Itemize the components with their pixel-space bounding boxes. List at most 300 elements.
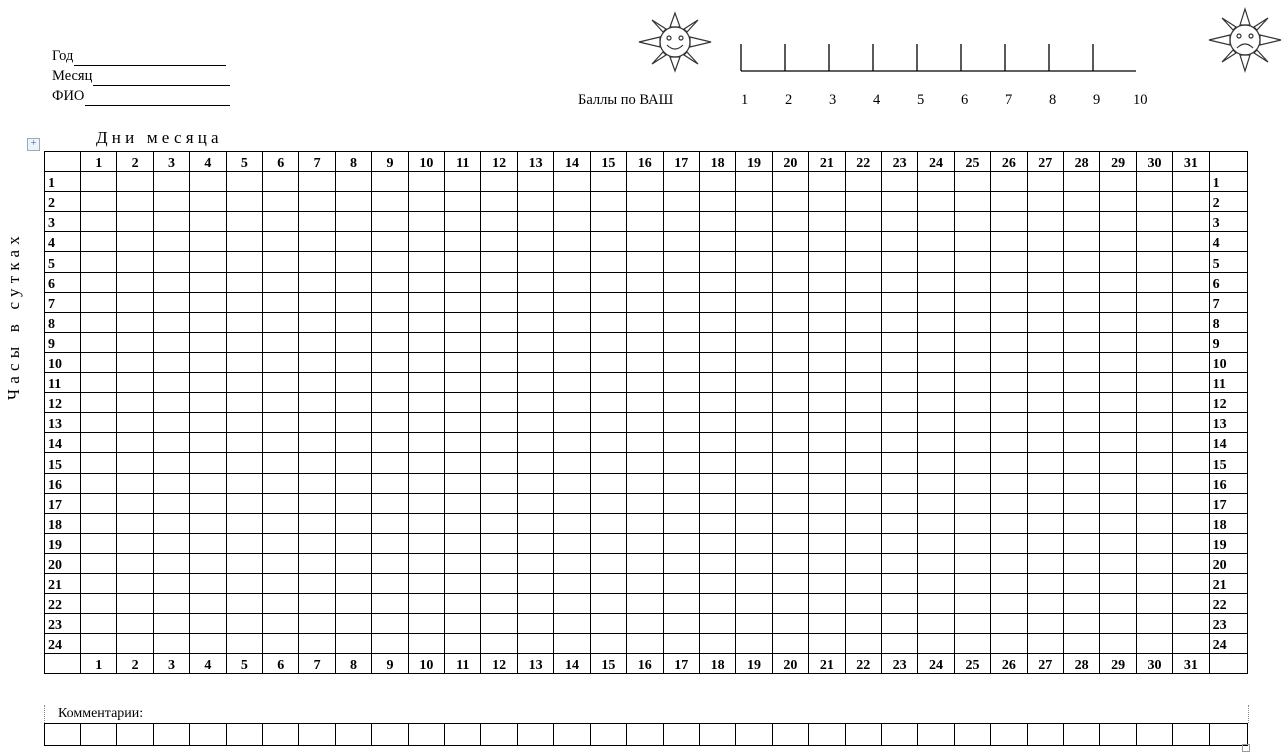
grid-cell[interactable] bbox=[809, 252, 845, 272]
grid-cell[interactable] bbox=[845, 493, 881, 513]
grid-cell[interactable] bbox=[954, 232, 990, 252]
comment-cell[interactable] bbox=[1100, 724, 1136, 746]
grid-cell[interactable] bbox=[809, 212, 845, 232]
grid-cell[interactable] bbox=[481, 212, 517, 232]
grid-cell[interactable] bbox=[627, 634, 663, 654]
grid-cell[interactable] bbox=[772, 352, 808, 372]
grid-cell[interactable] bbox=[699, 312, 735, 332]
grid-cell[interactable] bbox=[1063, 553, 1099, 573]
grid-cell[interactable] bbox=[263, 573, 299, 593]
grid-cell[interactable] bbox=[190, 172, 226, 192]
grid-cell[interactable] bbox=[954, 493, 990, 513]
grid-cell[interactable] bbox=[517, 513, 553, 533]
grid-cell[interactable] bbox=[809, 493, 845, 513]
grid-cell[interactable] bbox=[1100, 433, 1136, 453]
grid-cell[interactable] bbox=[918, 553, 954, 573]
grid-cell[interactable] bbox=[663, 352, 699, 372]
grid-cell[interactable] bbox=[881, 533, 917, 553]
grid-cell[interactable] bbox=[153, 393, 189, 413]
grid-cell[interactable] bbox=[372, 373, 408, 393]
grid-cell[interactable] bbox=[226, 513, 262, 533]
grid-cell[interactable] bbox=[517, 192, 553, 212]
grid-cell[interactable] bbox=[81, 212, 117, 232]
grid-cell[interactable] bbox=[845, 453, 881, 473]
grid-cell[interactable] bbox=[1173, 373, 1209, 393]
grid-cell[interactable] bbox=[590, 373, 626, 393]
grid-cell[interactable] bbox=[263, 413, 299, 433]
grid-cell[interactable] bbox=[554, 413, 590, 433]
grid-cell[interactable] bbox=[845, 413, 881, 433]
grid-cell[interactable] bbox=[117, 252, 153, 272]
grid-cell[interactable] bbox=[153, 312, 189, 332]
grid-cell[interactable] bbox=[117, 373, 153, 393]
comment-cell[interactable] bbox=[918, 724, 954, 746]
grid-cell[interactable] bbox=[627, 272, 663, 292]
grid-cell[interactable] bbox=[772, 413, 808, 433]
grid-cell[interactable] bbox=[263, 594, 299, 614]
grid-cell[interactable] bbox=[517, 573, 553, 593]
grid-cell[interactable] bbox=[991, 232, 1027, 252]
grid-cell[interactable] bbox=[335, 413, 371, 433]
grid-cell[interactable] bbox=[372, 513, 408, 533]
grid-cell[interactable] bbox=[81, 413, 117, 433]
grid-cell[interactable] bbox=[299, 573, 335, 593]
comment-cell[interactable] bbox=[1136, 724, 1172, 746]
grid-cell[interactable] bbox=[481, 192, 517, 212]
grid-cell[interactable] bbox=[1063, 413, 1099, 433]
grid-cell[interactable] bbox=[1173, 433, 1209, 453]
grid-cell[interactable] bbox=[809, 553, 845, 573]
grid-cell[interactable] bbox=[809, 232, 845, 252]
grid-cell[interactable] bbox=[517, 252, 553, 272]
comment-cell[interactable] bbox=[809, 724, 845, 746]
grid-cell[interactable] bbox=[881, 272, 917, 292]
grid-cell[interactable] bbox=[335, 614, 371, 634]
grid-cell[interactable] bbox=[954, 192, 990, 212]
grid-cell[interactable] bbox=[1100, 594, 1136, 614]
grid-cell[interactable] bbox=[445, 212, 481, 232]
grid-cell[interactable] bbox=[627, 332, 663, 352]
grid-cell[interactable] bbox=[372, 172, 408, 192]
grid-cell[interactable] bbox=[699, 553, 735, 573]
comment-cell[interactable] bbox=[1027, 724, 1063, 746]
grid-cell[interactable] bbox=[663, 493, 699, 513]
grid-cell[interactable] bbox=[335, 473, 371, 493]
grid-cell[interactable] bbox=[226, 272, 262, 292]
grid-cell[interactable] bbox=[517, 453, 553, 473]
grid-cell[interactable] bbox=[809, 513, 845, 533]
grid-cell[interactable] bbox=[81, 634, 117, 654]
grid-cell[interactable] bbox=[1063, 433, 1099, 453]
grid-cell[interactable] bbox=[554, 594, 590, 614]
grid-cell[interactable] bbox=[81, 192, 117, 212]
grid-cell[interactable] bbox=[590, 493, 626, 513]
grid-cell[interactable] bbox=[845, 614, 881, 634]
grid-cell[interactable] bbox=[1100, 453, 1136, 473]
grid-cell[interactable] bbox=[481, 252, 517, 272]
grid-cell[interactable] bbox=[627, 373, 663, 393]
grid-cell[interactable] bbox=[554, 533, 590, 553]
grid-cell[interactable] bbox=[918, 433, 954, 453]
grid-cell[interactable] bbox=[190, 573, 226, 593]
grid-cell[interactable] bbox=[1136, 272, 1172, 292]
grid-cell[interactable] bbox=[809, 453, 845, 473]
grid-cell[interactable] bbox=[627, 292, 663, 312]
grid-cell[interactable] bbox=[1100, 473, 1136, 493]
grid-cell[interactable] bbox=[590, 352, 626, 372]
grid-cell[interactable] bbox=[881, 292, 917, 312]
grid-cell[interactable] bbox=[881, 373, 917, 393]
grid-cell[interactable] bbox=[1027, 553, 1063, 573]
grid-cell[interactable] bbox=[153, 252, 189, 272]
grid-cell[interactable] bbox=[627, 513, 663, 533]
grid-cell[interactable] bbox=[772, 533, 808, 553]
grid-cell[interactable] bbox=[481, 473, 517, 493]
grid-cell[interactable] bbox=[627, 393, 663, 413]
grid-cell[interactable] bbox=[190, 433, 226, 453]
grid-cell[interactable] bbox=[918, 272, 954, 292]
grid-cell[interactable] bbox=[481, 373, 517, 393]
grid-cell[interactable] bbox=[445, 533, 481, 553]
grid-cell[interactable] bbox=[153, 433, 189, 453]
grid-cell[interactable] bbox=[845, 634, 881, 654]
grid-cell[interactable] bbox=[1100, 393, 1136, 413]
grid-cell[interactable] bbox=[445, 453, 481, 473]
grid-cell[interactable] bbox=[81, 312, 117, 332]
grid-cell[interactable] bbox=[1100, 373, 1136, 393]
grid-cell[interactable] bbox=[954, 212, 990, 232]
grid-cell[interactable] bbox=[627, 473, 663, 493]
grid-cell[interactable] bbox=[627, 352, 663, 372]
grid-cell[interactable] bbox=[954, 393, 990, 413]
grid-cell[interactable] bbox=[445, 312, 481, 332]
grid-cell[interactable] bbox=[918, 252, 954, 272]
grid-cell[interactable] bbox=[954, 413, 990, 433]
grid-cell[interactable] bbox=[736, 453, 772, 473]
grid-cell[interactable] bbox=[809, 573, 845, 593]
grid-cell[interactable] bbox=[991, 533, 1027, 553]
grid-cell[interactable] bbox=[736, 634, 772, 654]
grid-cell[interactable] bbox=[663, 433, 699, 453]
grid-cell[interactable] bbox=[627, 232, 663, 252]
grid-cell[interactable] bbox=[918, 614, 954, 634]
grid-cell[interactable] bbox=[226, 232, 262, 252]
grid-cell[interactable] bbox=[699, 513, 735, 533]
grid-cell[interactable] bbox=[663, 553, 699, 573]
grid-cell[interactable] bbox=[881, 172, 917, 192]
grid-cell[interactable] bbox=[736, 212, 772, 232]
grid-cell[interactable] bbox=[445, 553, 481, 573]
grid-cell[interactable] bbox=[1173, 352, 1209, 372]
grid-cell[interactable] bbox=[736, 252, 772, 272]
grid-cell[interactable] bbox=[117, 393, 153, 413]
grid-cell[interactable] bbox=[1136, 614, 1172, 634]
grid-cell[interactable] bbox=[81, 594, 117, 614]
grid-cell[interactable] bbox=[772, 594, 808, 614]
grid-cell[interactable] bbox=[226, 212, 262, 232]
grid-cell[interactable] bbox=[554, 453, 590, 473]
grid-cell[interactable] bbox=[554, 553, 590, 573]
grid-cell[interactable] bbox=[809, 533, 845, 553]
grid-cell[interactable] bbox=[81, 614, 117, 634]
grid-cell[interactable] bbox=[226, 553, 262, 573]
grid-cell[interactable] bbox=[590, 252, 626, 272]
grid-cell[interactable] bbox=[81, 433, 117, 453]
grid-cell[interactable] bbox=[190, 252, 226, 272]
grid-cell[interactable] bbox=[335, 172, 371, 192]
grid-cell[interactable] bbox=[517, 634, 553, 654]
grid-cell[interactable] bbox=[190, 192, 226, 212]
grid-cell[interactable] bbox=[1027, 433, 1063, 453]
grid-cell[interactable] bbox=[954, 272, 990, 292]
grid-cell[interactable] bbox=[445, 413, 481, 433]
table-move-handle-icon[interactable]: + bbox=[27, 138, 40, 151]
grid-cell[interactable] bbox=[1027, 393, 1063, 413]
grid-cell[interactable] bbox=[1063, 332, 1099, 352]
grid-cell[interactable] bbox=[299, 614, 335, 634]
grid-cell[interactable] bbox=[117, 172, 153, 192]
grid-cell[interactable] bbox=[335, 252, 371, 272]
grid-cell[interactable] bbox=[1100, 493, 1136, 513]
grid-cell[interactable] bbox=[554, 172, 590, 192]
grid-cell[interactable] bbox=[627, 533, 663, 553]
grid-cell[interactable] bbox=[554, 252, 590, 272]
comment-cell[interactable] bbox=[226, 724, 262, 746]
grid-cell[interactable] bbox=[335, 594, 371, 614]
grid-cell[interactable] bbox=[590, 232, 626, 252]
grid-cell[interactable] bbox=[299, 332, 335, 352]
grid-cell[interactable] bbox=[263, 513, 299, 533]
grid-cell[interactable] bbox=[627, 433, 663, 453]
grid-cell[interactable] bbox=[699, 433, 735, 453]
grid-cell[interactable] bbox=[81, 393, 117, 413]
grid-cell[interactable] bbox=[517, 212, 553, 232]
grid-cell[interactable] bbox=[263, 192, 299, 212]
grid-cell[interactable] bbox=[627, 553, 663, 573]
grid-cell[interactable] bbox=[445, 332, 481, 352]
grid-cell[interactable] bbox=[918, 393, 954, 413]
grid-cell[interactable] bbox=[1136, 553, 1172, 573]
grid-cell[interactable] bbox=[1063, 312, 1099, 332]
grid-cell[interactable] bbox=[809, 272, 845, 292]
comment-cell[interactable] bbox=[991, 724, 1027, 746]
grid-cell[interactable] bbox=[226, 573, 262, 593]
grid-cell[interactable] bbox=[881, 553, 917, 573]
grid-cell[interactable] bbox=[226, 634, 262, 654]
grid-cell[interactable] bbox=[881, 252, 917, 272]
grid-cell[interactable] bbox=[81, 232, 117, 252]
grid-cell[interactable] bbox=[81, 292, 117, 312]
grid-cell[interactable] bbox=[736, 513, 772, 533]
grid-cell[interactable] bbox=[1100, 312, 1136, 332]
grid-cell[interactable] bbox=[991, 413, 1027, 433]
grid-cell[interactable] bbox=[117, 232, 153, 252]
grid-cell[interactable] bbox=[627, 594, 663, 614]
grid-cell[interactable] bbox=[117, 473, 153, 493]
grid-cell[interactable] bbox=[590, 433, 626, 453]
comment-cell[interactable] bbox=[554, 724, 590, 746]
comment-cell[interactable] bbox=[335, 724, 371, 746]
grid-cell[interactable] bbox=[736, 172, 772, 192]
grid-cell[interactable] bbox=[1100, 533, 1136, 553]
grid-cell[interactable] bbox=[809, 634, 845, 654]
grid-cell[interactable] bbox=[1027, 614, 1063, 634]
grid-cell[interactable] bbox=[736, 192, 772, 212]
grid-cell[interactable] bbox=[1027, 172, 1063, 192]
grid-cell[interactable] bbox=[772, 252, 808, 272]
grid-cell[interactable] bbox=[1136, 533, 1172, 553]
grid-cell[interactable] bbox=[408, 212, 444, 232]
grid-cell[interactable] bbox=[226, 252, 262, 272]
grid-cell[interactable] bbox=[1063, 232, 1099, 252]
grid-cell[interactable] bbox=[772, 332, 808, 352]
grid-cell[interactable] bbox=[809, 614, 845, 634]
grid-cell[interactable] bbox=[1027, 252, 1063, 272]
grid-cell[interactable] bbox=[153, 594, 189, 614]
grid-cell[interactable] bbox=[117, 614, 153, 634]
grid-cell[interactable] bbox=[1173, 533, 1209, 553]
grid-cell[interactable] bbox=[1136, 433, 1172, 453]
grid-cell[interactable] bbox=[590, 393, 626, 413]
grid-cell[interactable] bbox=[736, 272, 772, 292]
grid-cell[interactable] bbox=[299, 272, 335, 292]
grid-cell[interactable] bbox=[554, 433, 590, 453]
grid-cell[interactable] bbox=[190, 533, 226, 553]
grid-cell[interactable] bbox=[845, 533, 881, 553]
grid-cell[interactable] bbox=[408, 292, 444, 312]
grid-cell[interactable] bbox=[736, 553, 772, 573]
grid-cell[interactable] bbox=[699, 232, 735, 252]
grid-cell[interactable] bbox=[663, 473, 699, 493]
grid-cell[interactable] bbox=[954, 513, 990, 533]
grid-cell[interactable] bbox=[845, 172, 881, 192]
grid-cell[interactable] bbox=[699, 192, 735, 212]
grid-cell[interactable] bbox=[226, 433, 262, 453]
grid-cell[interactable] bbox=[736, 352, 772, 372]
grid-cell[interactable] bbox=[1136, 393, 1172, 413]
grid-cell[interactable] bbox=[736, 573, 772, 593]
grid-cell[interactable] bbox=[881, 352, 917, 372]
grid-cell[interactable] bbox=[1136, 594, 1172, 614]
grid-cell[interactable] bbox=[991, 594, 1027, 614]
grid-cell[interactable] bbox=[408, 553, 444, 573]
grid-cell[interactable] bbox=[335, 232, 371, 252]
grid-cell[interactable] bbox=[918, 172, 954, 192]
grid-cell[interactable] bbox=[699, 393, 735, 413]
grid-cell[interactable] bbox=[445, 573, 481, 593]
grid-cell[interactable] bbox=[117, 594, 153, 614]
grid-cell[interactable] bbox=[554, 352, 590, 372]
grid-cell[interactable] bbox=[372, 634, 408, 654]
grid-cell[interactable] bbox=[335, 433, 371, 453]
grid-cell[interactable] bbox=[991, 614, 1027, 634]
comment-cell[interactable] bbox=[699, 724, 735, 746]
grid-cell[interactable] bbox=[1136, 232, 1172, 252]
grid-cell[interactable] bbox=[554, 232, 590, 252]
grid-cell[interactable] bbox=[263, 433, 299, 453]
grid-cell[interactable] bbox=[954, 292, 990, 312]
grid-cell[interactable] bbox=[517, 473, 553, 493]
grid-cell[interactable] bbox=[918, 493, 954, 513]
grid-cell[interactable] bbox=[153, 272, 189, 292]
grid-cell[interactable] bbox=[1063, 573, 1099, 593]
grid-cell[interactable] bbox=[554, 373, 590, 393]
grid-cell[interactable] bbox=[699, 614, 735, 634]
grid-cell[interactable] bbox=[372, 473, 408, 493]
grid-cell[interactable] bbox=[299, 634, 335, 654]
grid-cell[interactable] bbox=[372, 352, 408, 372]
grid-cell[interactable] bbox=[736, 393, 772, 413]
grid-cell[interactable] bbox=[190, 413, 226, 433]
grid-cell[interactable] bbox=[372, 272, 408, 292]
comment-cell[interactable] bbox=[517, 724, 553, 746]
grid-cell[interactable] bbox=[335, 573, 371, 593]
grid-cell[interactable] bbox=[263, 352, 299, 372]
grid-cell[interactable] bbox=[772, 573, 808, 593]
grid-cell[interactable] bbox=[481, 614, 517, 634]
grid-cell[interactable] bbox=[918, 212, 954, 232]
grid-cell[interactable] bbox=[117, 453, 153, 473]
comment-cell[interactable] bbox=[372, 724, 408, 746]
grid-cell[interactable] bbox=[226, 493, 262, 513]
grid-cell[interactable] bbox=[190, 212, 226, 232]
grid-cell[interactable] bbox=[772, 272, 808, 292]
grid-cell[interactable] bbox=[299, 192, 335, 212]
grid-cell[interactable] bbox=[554, 332, 590, 352]
grid-cell[interactable] bbox=[627, 312, 663, 332]
grid-cell[interactable] bbox=[699, 292, 735, 312]
grid-cell[interactable] bbox=[736, 373, 772, 393]
grid-cell[interactable] bbox=[554, 493, 590, 513]
grid-cell[interactable] bbox=[991, 573, 1027, 593]
grid-cell[interactable] bbox=[627, 614, 663, 634]
comment-cell[interactable] bbox=[445, 724, 481, 746]
grid-cell[interactable] bbox=[554, 292, 590, 312]
grid-cell[interactable] bbox=[845, 312, 881, 332]
grid-cell[interactable] bbox=[991, 332, 1027, 352]
grid-cell[interactable] bbox=[81, 453, 117, 473]
grid-cell[interactable] bbox=[954, 252, 990, 272]
grid-cell[interactable] bbox=[1100, 573, 1136, 593]
grid-cell[interactable] bbox=[190, 373, 226, 393]
grid-cell[interactable] bbox=[809, 172, 845, 192]
grid-cell[interactable] bbox=[1027, 352, 1063, 372]
grid-cell[interactable] bbox=[117, 493, 153, 513]
grid-cell[interactable] bbox=[1063, 393, 1099, 413]
grid-cell[interactable] bbox=[809, 312, 845, 332]
grid-cell[interactable] bbox=[772, 192, 808, 212]
grid-cell[interactable] bbox=[335, 453, 371, 473]
grid-cell[interactable] bbox=[918, 373, 954, 393]
grid-cell[interactable] bbox=[81, 373, 117, 393]
grid-cell[interactable] bbox=[663, 252, 699, 272]
grid-cell[interactable] bbox=[408, 594, 444, 614]
grid-cell[interactable] bbox=[991, 252, 1027, 272]
grid-cell[interactable] bbox=[372, 192, 408, 212]
grid-cell[interactable] bbox=[445, 493, 481, 513]
grid-cell[interactable] bbox=[481, 413, 517, 433]
grid-cell[interactable] bbox=[408, 413, 444, 433]
grid-cell[interactable] bbox=[809, 433, 845, 453]
grid-cell[interactable] bbox=[590, 312, 626, 332]
grid-cell[interactable] bbox=[590, 473, 626, 493]
grid-cell[interactable] bbox=[736, 433, 772, 453]
grid-cell[interactable] bbox=[335, 292, 371, 312]
comment-cell[interactable] bbox=[845, 724, 881, 746]
grid-cell[interactable] bbox=[226, 352, 262, 372]
grid-cell[interactable] bbox=[299, 232, 335, 252]
grid-cell[interactable] bbox=[663, 292, 699, 312]
